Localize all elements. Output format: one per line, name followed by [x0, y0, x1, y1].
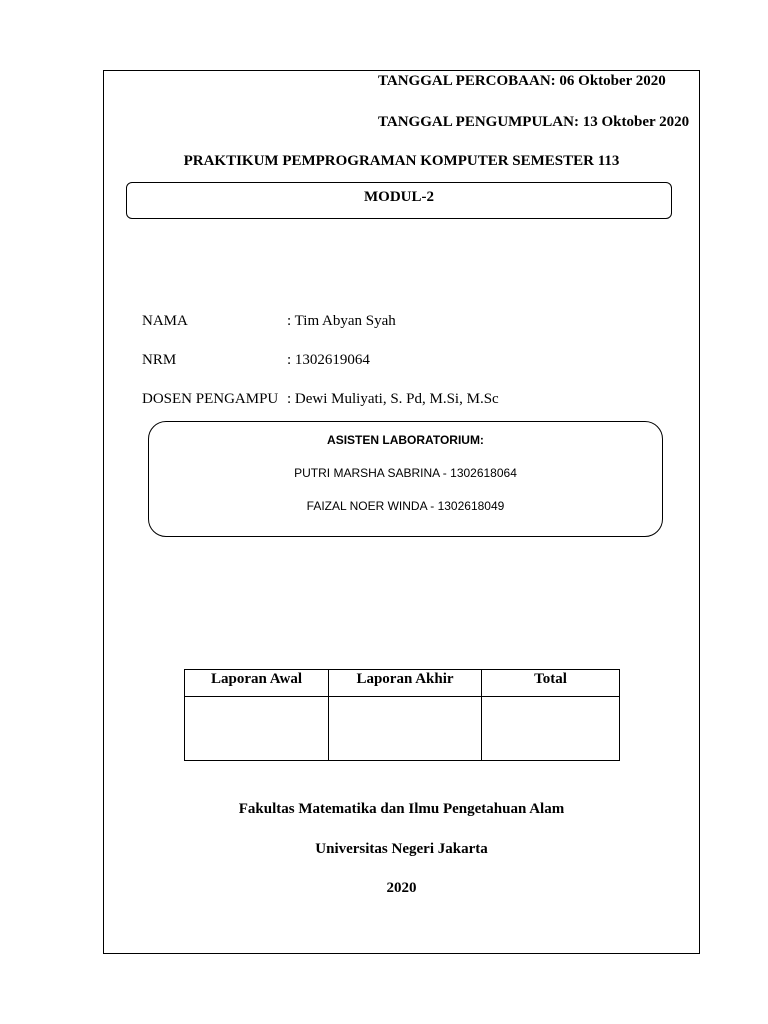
laporan-akhir-cell: [329, 697, 482, 761]
document-title: PRAKTIKUM PEMPROGRAMAN KOMPUTER SEMESTER 113: [183, 153, 620, 169]
nama-value: : Tim Abyan Syah: [287, 313, 396, 329]
header-total: Total: [482, 670, 620, 697]
nrm-value: : 1302619064: [287, 352, 370, 368]
dosen-label: DOSEN PENGAMPU: [142, 391, 279, 407]
laporan-awal-cell: [185, 697, 329, 761]
asisten-member: PUTRI MARSHA SABRINA - 1302618064: [294, 466, 517, 480]
asisten-title: ASISTEN LABORATORIUM:: [327, 433, 484, 447]
nama-label: NAMA: [142, 313, 188, 329]
score-header-row: [185, 670, 620, 697]
tanggal-pengumpulan: TANGGAL PENGUMPULAN: 13 Oktober 2020: [378, 114, 690, 130]
asisten-member: FAIZAL NOER WINDA - 1302618049: [306, 499, 505, 513]
asisten-box: [148, 421, 663, 537]
header-laporan-akhir: Laporan Akhir: [329, 670, 482, 697]
year: 2020: [386, 880, 417, 896]
total-cell: [482, 697, 620, 761]
header-laporan-awal: Laporan Awal: [185, 670, 329, 697]
modul-label: MODUL-2: [364, 189, 434, 205]
faculty-name: Fakultas Matematika dan Ilmu Pengetahuan Alam: [238, 801, 565, 817]
score-table: [184, 669, 620, 761]
nrm-label: NRM: [142, 352, 177, 368]
dosen-value: : Dewi Muliyati, S. Pd, M.Si, M.Sc: [287, 391, 499, 407]
tanggal-percobaan: TANGGAL PERCOBAAN: 06 Oktober 2020: [378, 73, 666, 89]
score-value-row: [185, 697, 620, 761]
university-name: Universitas Negeri Jakarta: [315, 841, 488, 857]
modul-box: [126, 182, 672, 219]
